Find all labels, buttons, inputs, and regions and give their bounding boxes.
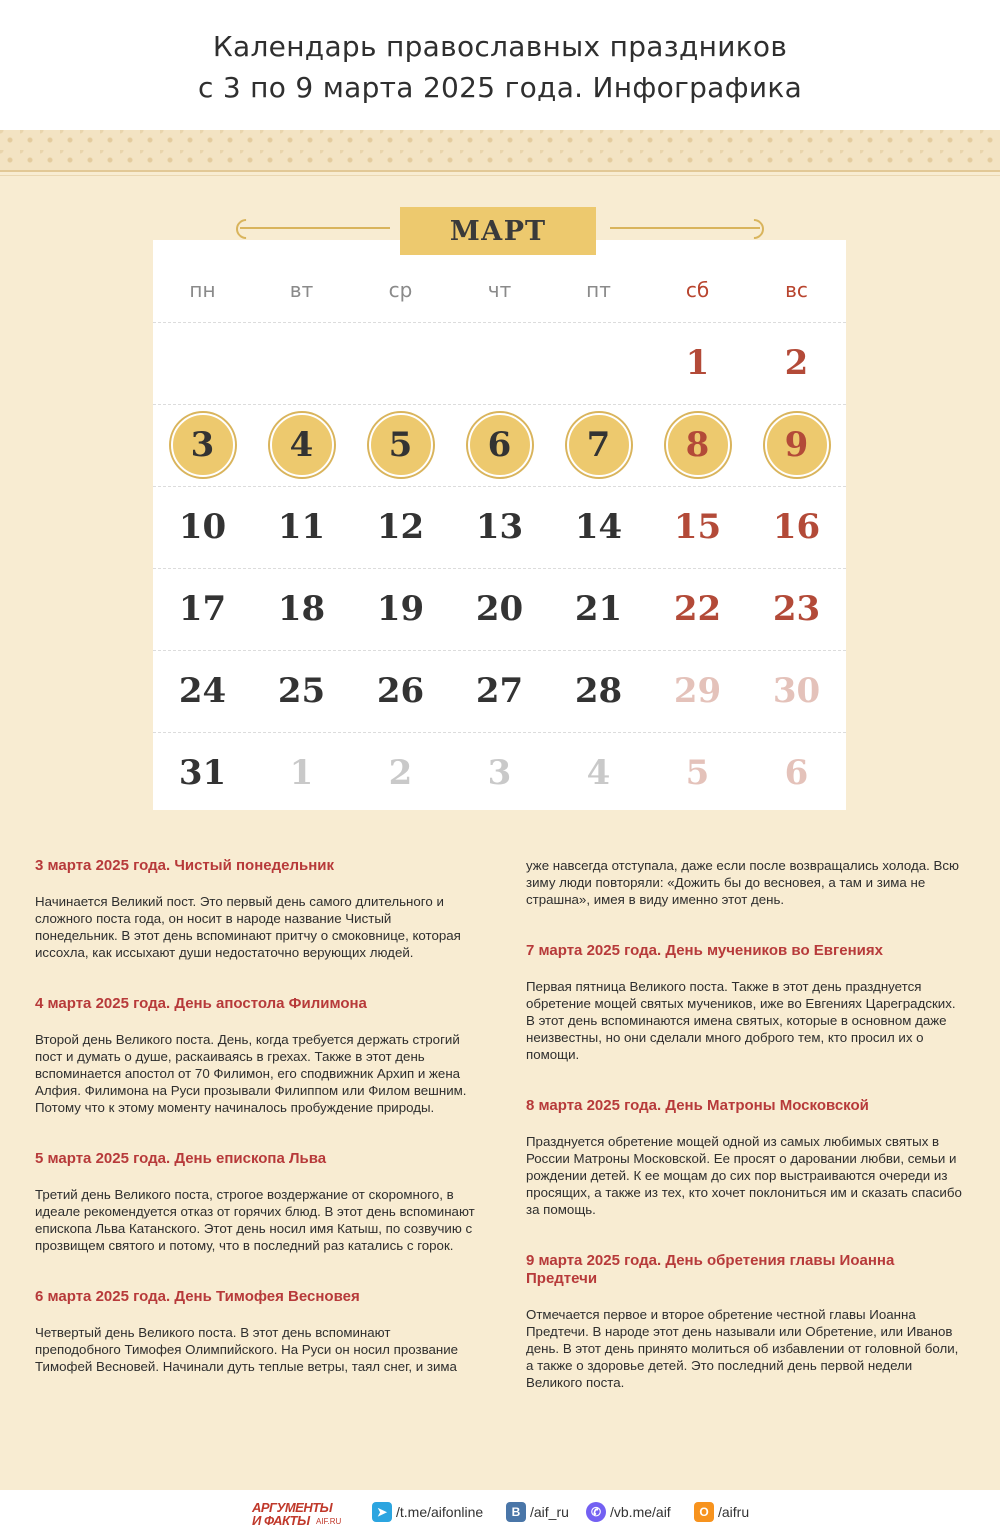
calendar-day: 2 [388, 753, 413, 793]
holiday-entry-body: Первая пятница Великого поста. Также в этот день празднуется обретение мощей святых мучеников, иже во Евгениях Цареградских. В этот день вспоминаются имена святых, которые в основном даже неизвестны, но они сделали много доброго тем, кто просил их о помощи. [526, 979, 956, 1062]
highlighted-day-circle: 7 [567, 413, 631, 477]
calendar-day [450, 405, 549, 485]
holiday-entry-title: 3 марта 2025 года. Чистый понедельник [35, 857, 334, 874]
weekday-header [153, 270, 846, 322]
telegram-icon: ➤ [372, 1502, 392, 1522]
holiday-entry [526, 942, 966, 1063]
ornament-divider-thin [0, 175, 1000, 176]
calendar-day [747, 405, 846, 485]
aif-logo[interactable] [252, 1500, 360, 1528]
header [0, 0, 1000, 130]
calendar-day: 31 [178, 753, 227, 793]
highlighted-day-circle: 9 [765, 413, 829, 477]
weekday-4: пт [586, 278, 611, 302]
calendar-day: 2 [784, 343, 809, 383]
calendar-day: 1 [685, 343, 710, 383]
logo-line-2: И ФАКТЫ [252, 1513, 310, 1528]
month-label: МАРТ [400, 207, 596, 255]
weekday-1: вт [289, 278, 314, 302]
holiday-entry-title: 7 марта 2025 года. День мучеников во Евгениях [526, 942, 883, 959]
calendar-day: 13 [475, 507, 524, 547]
calendar-day: 6 [784, 753, 809, 793]
weekday-2: ср [388, 278, 413, 302]
vk-handle: /aif_ru [530, 1504, 569, 1520]
calendar-day: 11 [277, 507, 326, 547]
highlighted-day-circle: 5 [369, 413, 433, 477]
weekday-5: сб [685, 278, 710, 302]
calendar-day: 4 [586, 753, 611, 793]
holiday-entry-body: Третий день Великого поста, строгое воздержание от скоромного, в идеале рекомендуется отказ от горячих блюд. В этот день вспоминают епископа Льва Катанского. Этот день носил имя Катыш, по созвучию с прозвищем святого и потому, что в последний раз катались с горок. [35, 1187, 475, 1253]
calendar-day: 25 [277, 671, 326, 711]
entries-column-left [35, 857, 475, 1409]
calendar-day: 27 [475, 671, 524, 711]
calendar-day: 30 [772, 671, 821, 711]
holiday-entry-title: 4 марта 2025 года. День апостола Филимона [35, 995, 367, 1012]
footer [0, 1490, 1000, 1535]
calendar-day: 23 [772, 589, 821, 629]
weekday-6: вс [785, 278, 808, 302]
holiday-entry [526, 1252, 966, 1391]
telegram-handle: /t.me/aifonline [396, 1504, 484, 1520]
ok-link[interactable] [694, 1502, 749, 1522]
holiday-entry-body: Празднуется обретение мощей одной из самых любимых святых в России Матроны Московской. Ее просят о даровании любви, семьи и рождении детей. К ее мощам до сих пор выстраиваются очереди из просящих, а также из тех, кто хочет поклониться им и сказать спасибо за помощь. [526, 1134, 962, 1217]
holiday-entry [35, 857, 475, 961]
holiday-entry-title: 5 марта 2025 года. День епископа Льва [35, 1150, 327, 1167]
entries-column-right [526, 857, 966, 1425]
calendar-day: 5 [685, 753, 710, 793]
calendar-day: 24 [178, 671, 227, 711]
calendar-day: 10 [178, 507, 227, 547]
holiday-entry-title: 6 марта 2025 года. День Тимофея Весновея [35, 1288, 360, 1305]
holiday-entry [35, 1288, 475, 1375]
viber-link[interactable] [586, 1502, 671, 1522]
ornament-divider [0, 170, 1000, 172]
logo-line-1: АРГУМЕНТЫ [252, 1500, 333, 1515]
weekday-3: чт [487, 278, 512, 302]
calendar-day: 16 [772, 507, 821, 547]
viber-icon: ✆ [586, 1502, 606, 1522]
holiday-entry [35, 1150, 475, 1254]
highlighted-day-circle: 4 [270, 413, 334, 477]
vk-icon: В [506, 1502, 526, 1522]
highlighted-day-circle: 8 [666, 413, 730, 477]
holiday-entry [526, 857, 966, 908]
calendar-day [549, 405, 648, 485]
calendar-day: 17 [178, 589, 227, 629]
calendar-day: 29 [673, 671, 722, 711]
highlighted-day-circle: 3 [171, 413, 235, 477]
calendar-day: 19 [376, 589, 425, 629]
calendar-day: 1 [289, 753, 314, 793]
calendar-day: 18 [277, 589, 326, 629]
calendar-day [648, 405, 747, 485]
holiday-entry-body: Начинается Великий пост. Это первый день самого длительного и сложного поста года, он носит в народе название Чистый понедельник. В этот день вспоминают притчу о смоковнице, которая иссохла, как иссыхают души недостаточно верующих людей. [35, 894, 461, 960]
page-title-line-2: с 3 по 9 марта 2025 года. Инфографика [197, 71, 803, 104]
holiday-entry-body: уже навсегда отступала, даже если после возвращались холода. Всю зиму люди повторяли: «Дожить бы до весновея, а там и зима не страшна», имея в виду именно этот день. [526, 858, 959, 907]
calendar-day: 3 [487, 753, 512, 793]
viber-handle: /vb.me/aif [610, 1504, 671, 1520]
telegram-link[interactable] [372, 1502, 483, 1522]
weekday-0: пн [189, 278, 216, 302]
calendar-day: 20 [475, 589, 524, 629]
month-ornament-right [610, 227, 760, 229]
calendar-day: 15 [673, 507, 722, 547]
page-title-line-1: Календарь православных праздников [212, 30, 788, 63]
calendar-day [153, 405, 252, 485]
holiday-entry-body: Четвертый день Великого поста. В этот день вспоминают преподобного Тимофея Олимпийского. На Руси он носил прозвание Тимофей Весновей. Начинали дуть теплые ветры, таял снег, и зима [35, 1325, 459, 1374]
holiday-entry-title: 8 марта 2025 года. День Матроны Московской [526, 1097, 869, 1114]
calendar-day [252, 405, 351, 485]
calendar-day: 21 [574, 589, 623, 629]
holiday-entry-body: Отмечается первое и второе обретение честной главы Иоанна Предтечи. В народе этот день называли или Обретение, или Иванов день. В этот день принято молиться об избавлении от головной боли, а также о здоровье детей. Это последний день первой недели Великого поста. [526, 1307, 959, 1390]
calendar-day: 26 [376, 671, 425, 711]
calendar-day: 28 [574, 671, 623, 711]
calendar-day [351, 405, 450, 485]
ok-icon: O [694, 1502, 714, 1522]
highlighted-day-circle: 6 [468, 413, 532, 477]
month-ornament-left [240, 227, 390, 229]
logo-site: AIF.RU [316, 1517, 342, 1526]
ornament-band [0, 130, 1000, 170]
ok-handle: /aifru [718, 1504, 750, 1520]
calendar-day: 12 [376, 507, 425, 547]
calendar-day: 14 [574, 507, 623, 547]
holiday-entry-body: Второй день Великого поста. День, когда требуется держать строгий пост и думать о душе, раскаиваясь в грехах. Также в этот день вспоминается апостол от 70 Филимон, его сподвижник Архип и жена Алфия. Филимона на Руси прозывали Филиппом или Филом вешним. Потому что к этому моменту начиналось пробуждение природы. [35, 1032, 467, 1115]
month-header [240, 205, 760, 255]
holiday-entry [526, 1097, 966, 1218]
vk-link[interactable] [506, 1502, 569, 1522]
holiday-entry-title: 9 марта 2025 года. День обретения главы Иоанна Предтечи [526, 1252, 895, 1287]
calendar-day: 22 [673, 589, 722, 629]
holiday-entry [35, 995, 475, 1116]
